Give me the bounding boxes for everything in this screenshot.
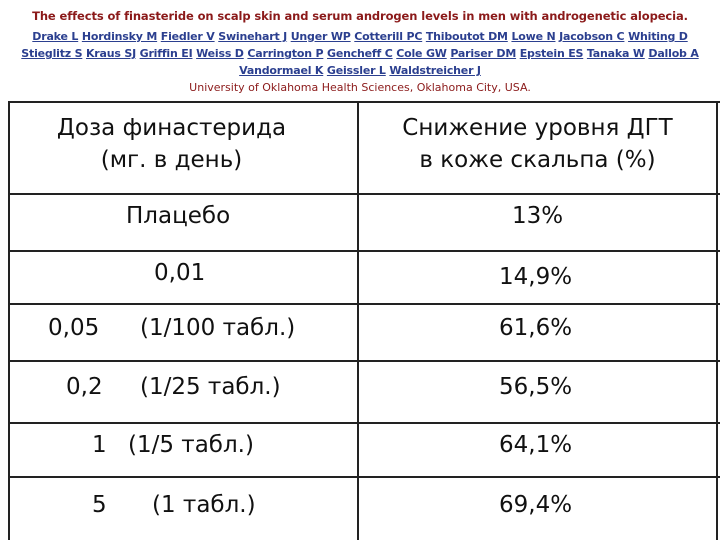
article-title: The effects of finasteride on scalp skin and serum androgen levels in men with androgenetic alopecia. xyxy=(32,9,688,23)
author-link[interactable]: Epstein ES xyxy=(519,47,584,60)
table-border-top xyxy=(8,101,720,103)
table-divider xyxy=(8,422,720,424)
dose-cell: 5 xyxy=(92,492,107,518)
affiliation: University of Oklahoma Health Sciences, Oklahoma City, USA. xyxy=(189,81,531,94)
table-divider xyxy=(8,193,720,195)
tablet-fraction-cell: (1 табл.) xyxy=(152,492,256,518)
author-link[interactable]: Tanaka W xyxy=(586,47,645,60)
reduction-cell: 61,6% xyxy=(499,315,573,341)
author-link[interactable]: Carrington P xyxy=(247,47,324,60)
dose-cell: 0,2 xyxy=(66,374,103,400)
author-list-line-1 xyxy=(0,30,720,43)
author-link[interactable]: Waldstreicher J xyxy=(389,64,481,77)
author-link[interactable]: Lowe N xyxy=(511,30,556,43)
table-border-right xyxy=(716,101,718,540)
reduction-cell: 13% xyxy=(512,203,564,229)
table-divider xyxy=(8,303,720,305)
dose-cell: 1 xyxy=(92,432,107,458)
author-list-line-2 xyxy=(0,47,720,60)
column-header-line: (мг. в день) xyxy=(100,147,243,173)
author-link[interactable]: Griffin EI xyxy=(139,47,193,60)
author-link[interactable]: Cole GW xyxy=(396,47,447,60)
table-divider xyxy=(8,476,720,478)
reduction-cell: 69,4% xyxy=(499,492,573,518)
dose-cell: 0,05 xyxy=(48,315,100,341)
author-link[interactable]: Drake L xyxy=(32,30,79,43)
table-divider xyxy=(8,250,720,252)
table-divider xyxy=(8,360,720,362)
author-link[interactable]: Kraus SJ xyxy=(85,47,136,60)
tablet-fraction-cell: (1/25 табл.) xyxy=(140,374,281,400)
dose-cell: Плацебо xyxy=(126,203,231,229)
author-list-line-3 xyxy=(0,64,720,77)
tablet-fraction-cell: (1/100 табл.) xyxy=(140,315,296,341)
author-link[interactable]: Swinehart J xyxy=(218,30,288,43)
author-link[interactable]: Vandormael K xyxy=(239,64,324,77)
author-link[interactable]: Gencheff C xyxy=(327,47,393,60)
author-link[interactable]: Jacobson C xyxy=(559,30,625,43)
reduction-cell: 56,5% xyxy=(499,374,573,400)
author-link[interactable]: Hordinsky M xyxy=(81,30,158,43)
author-link[interactable]: Geissler L xyxy=(326,64,386,77)
column-header-reduction xyxy=(359,112,716,176)
column-header-dose xyxy=(10,112,333,176)
column-header-line: Снижение уровня ДГТ xyxy=(402,115,673,141)
dose-cell: 0,01 xyxy=(154,260,206,286)
column-header-line: Доза финастерида xyxy=(56,115,287,141)
author-link[interactable]: Thiboutot DM xyxy=(425,30,508,43)
author-link[interactable]: Pariser DM xyxy=(450,47,517,60)
author-link[interactable]: Dallob A xyxy=(648,47,699,60)
author-link[interactable]: Unger WP xyxy=(290,30,351,43)
tablet-fraction-cell: (1/5 табл.) xyxy=(128,432,254,458)
column-header-line: в коже скальпа (%) xyxy=(419,147,656,173)
author-link[interactable]: Weiss D xyxy=(196,47,244,60)
reduction-cell: 64,1% xyxy=(499,432,573,458)
author-link[interactable]: Cotterill PC xyxy=(354,30,423,43)
author-link[interactable]: Stieglitz S xyxy=(21,47,83,60)
author-link[interactable]: Fiedler V xyxy=(160,30,215,43)
author-link[interactable]: Whiting D xyxy=(628,30,688,43)
reduction-cell: 14,9% xyxy=(499,264,573,290)
